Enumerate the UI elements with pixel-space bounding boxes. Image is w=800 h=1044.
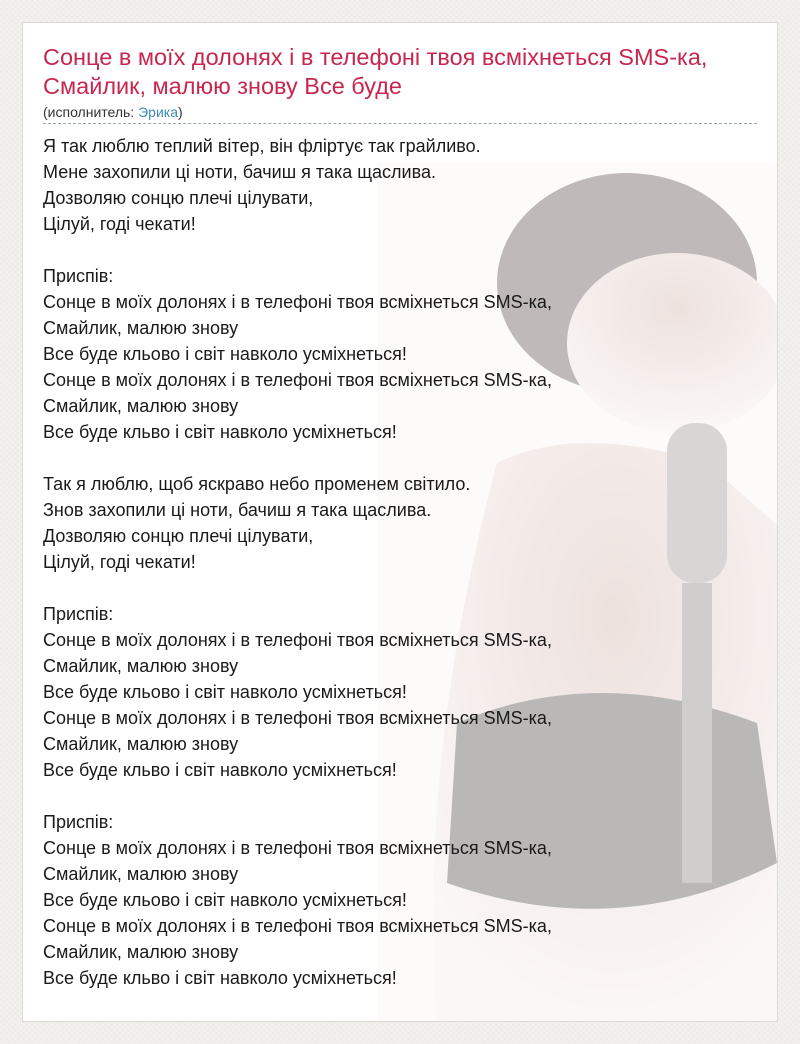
artist-suffix: ) <box>177 104 183 120</box>
lyric-line: Знов захопили ці ноти, бачиш я така щаслива. <box>43 500 432 520</box>
song-title: Сонце в моїх долонях і в телефоні твоя всміхнеться SMS-ка, Смайлик, малюю знову Все буде <box>43 44 708 99</box>
lyric-line: Все буде кльво і світ навколо усміхнеться! <box>43 422 397 442</box>
lyric-line: Смайлик, малюю знову <box>43 318 239 338</box>
stanza-3 <box>43 471 763 575</box>
artist-link[interactable]: Эрика <box>138 104 178 120</box>
lyric-line: Сонце в моїх долонях і в телефоні твоя всміхнеться SMS-ка, <box>43 838 552 858</box>
lyrics-card <box>22 22 778 1022</box>
chorus-label: Приспів: <box>43 266 114 286</box>
lyrics-body <box>43 133 763 1017</box>
lyric-line: Сонце в моїх долонях і в телефоні твоя всміхнеться SMS-ка, <box>43 630 552 650</box>
lyric-line: Все буде кльово і світ навколо усміхнеться! <box>43 682 407 702</box>
lyric-line: Смайлик, малюю знову <box>43 396 239 416</box>
stanza-1 <box>43 133 763 237</box>
lyric-line: Сонце в моїх долонях і в телефоні твоя всміхнеться SMS-ка, <box>43 292 552 312</box>
artist-line <box>43 104 757 124</box>
lyric-line: Цілуй, годі чекати! <box>43 552 196 572</box>
lyric-line: Дозволяю сонцю плечі цілувати, <box>43 188 314 208</box>
stanza-4 <box>43 601 763 783</box>
lyric-line: Дозволяю сонцю плечі цілувати, <box>43 526 314 546</box>
lyric-line: Я так люблю теплий вітер, він фліртує так грайливо. <box>43 136 481 156</box>
chorus-label: Приспів: <box>43 604 114 624</box>
chorus-label: Приспів: <box>43 812 114 832</box>
lyric-line: Все буде кльово і світ навколо усміхнеться! <box>43 344 407 364</box>
lyric-line: Смайлик, малюю знову <box>43 656 239 676</box>
lyric-line: Все буде кльво і світ навколо усміхнеться! <box>43 760 397 780</box>
lyric-line: Смайлик, малюю знову <box>43 864 239 884</box>
header <box>43 43 757 124</box>
lyric-line: Сонце в моїх долонях і в телефоні твоя всміхнеться SMS-ка, <box>43 370 552 390</box>
lyric-line: Смайлик, малюю знову <box>43 942 239 962</box>
stanza-2 <box>43 263 763 445</box>
lyric-line: Смайлик, малюю знову <box>43 734 239 754</box>
lyric-line: Мене захопили ці ноти, бачиш я така щаслива. <box>43 162 436 182</box>
lyric-line: Цілуй, годі чекати! <box>43 214 196 234</box>
lyric-line: Сонце в моїх долонях і в телефоні твоя всміхнеться SMS-ка, <box>43 708 552 728</box>
lyric-line: Все буде кльово і світ навколо усміхнеться! <box>43 890 407 910</box>
lyric-line: Все буде кльво і світ навколо усміхнеться! <box>43 968 397 988</box>
lyric-line: Сонце в моїх долонях і в телефоні твоя всміхнеться SMS-ка, <box>43 916 552 936</box>
lyric-line: Так я люблю, щоб яскраво небо променем світило. <box>43 474 471 494</box>
artist-prefix: (исполнитель: <box>43 104 139 120</box>
stanza-5 <box>43 809 763 991</box>
